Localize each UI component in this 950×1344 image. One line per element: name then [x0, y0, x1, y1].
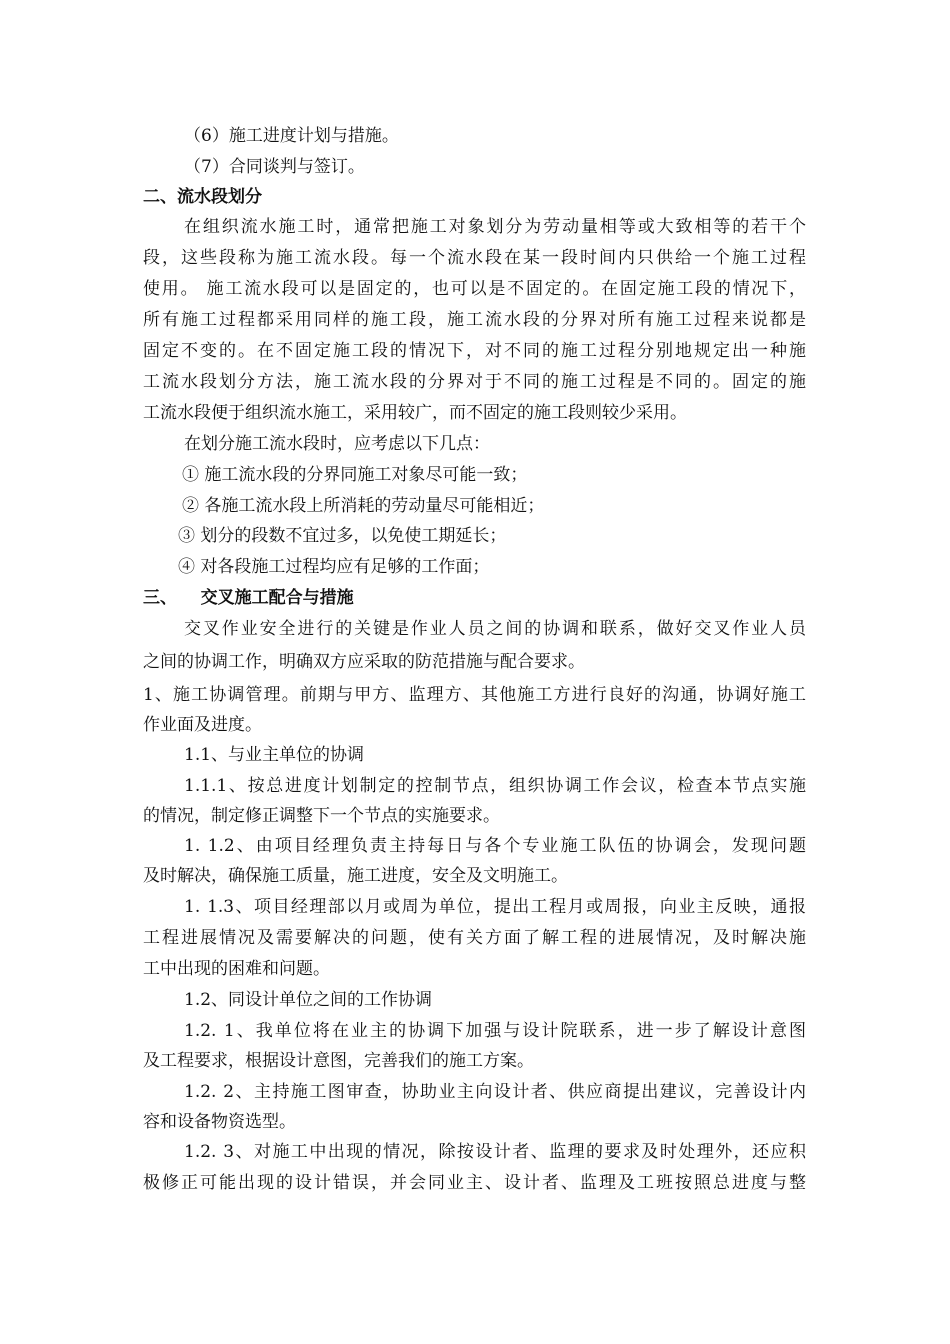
- text-line: 1、施工协调管理。前期与甲方、监理方、其他施工方进行良好的沟通，协调好施工: [143, 685, 806, 705]
- text-line: 1. 1.2、由项目经理负责主持每日与各个专业施工队伍的协调会，发现问题: [184, 836, 806, 856]
- text-line: 1.2. 3、对施工中出现的情况，除按设计者、监理的要求及时处理外，还应积: [184, 1142, 806, 1162]
- text-line: 交叉作业安全进行的关键是作业人员之间的协调和联系，做好交叉作业人员: [184, 619, 806, 639]
- text-line: 在组织流水施工时，通常把施工对象划分为劳动量相等或大致相等的若干个: [184, 217, 806, 237]
- list-item: ② 各施工流水段上所消耗的劳动量尽可能相近；: [182, 496, 545, 516]
- text-line: 段，这些段称为施工流水段。每一个流水段在某一段时间内只供给一个施工过程: [143, 248, 806, 268]
- list-item: ① 施工流水段的分界同施工对象尽可能一致；: [182, 465, 528, 485]
- text-line: 工流水段划分方法，施工流水段的分界对于不同的施工过程是不同的。固定的施: [143, 372, 806, 392]
- subsection-heading: 1.2、同设计单位之间的工作协调: [184, 990, 433, 1010]
- text-line: （6）施工进度计划与措施。: [184, 126, 399, 146]
- text-line: 1. 1.3、项目经理部以月或周为单位，提出工程月或周报，向业主反映，通报: [184, 897, 806, 917]
- text-line: 作业面及进度。: [143, 715, 262, 735]
- text-line: 容和设备物资选型。: [143, 1112, 296, 1132]
- section-heading: 二、流水段划分: [143, 187, 262, 207]
- text-line: 工程进展情况及需要解决的问题，使有关方面了解工程的进展情况，及时解决施: [143, 928, 806, 948]
- list-item: ③ 划分的段数不宜过多，以免使工期延长；: [178, 526, 507, 546]
- text-line: 工流水段便于组织流水施工，采用较广，而不固定的施工段则较少采用。: [143, 403, 687, 423]
- text-line: 使用。 施工流水段可以是固定的，也可以是不固定的。在固定施工段的情况下，: [143, 279, 806, 299]
- text-line: 所有施工过程都采用同样的施工段，施工流水段的分界对所有施工过程来说都是: [143, 310, 806, 330]
- text-line: （7）合同谈判与签订。: [184, 157, 365, 177]
- subsection-heading: 1.1、与业主单位的协调: [184, 745, 365, 765]
- list-item: ④ 对各段施工过程均应有足够的工作面；: [178, 557, 490, 577]
- text-line: 的情况，制定修正调整下一个节点的实施要求。: [143, 806, 500, 826]
- text-line: 极修正可能出现的设计错误，并会同业主、设计者、监理及工班按照总进度与整: [143, 1173, 806, 1193]
- text-line: 在划分施工流水段时，应考虑以下几点：: [184, 434, 490, 454]
- text-line: 之间的协调工作，明确双方应采取的防范措施与配合要求。: [143, 652, 585, 672]
- section-heading: 三、 交叉施工配合与措施: [143, 588, 354, 608]
- text-line: 及时解决，确保施工质量，施工进度，安全及文明施工。: [143, 866, 568, 886]
- text-line: 1.1.1、按总进度计划制定的控制节点，组织协调工作会议，检查本节点实施: [184, 776, 806, 796]
- text-line: 及工程要求，根据设计意图，完善我们的施工方案。: [143, 1051, 534, 1071]
- text-line: 1.2. 2、主持施工图审查，协助业主向设计者、供应商提出建议，完善设计内: [184, 1082, 806, 1102]
- text-line: 固定不变的。在不固定施工段的情况下，对不同的施工过程分别地规定出一种施: [143, 341, 806, 361]
- text-line: 工中出现的困难和问题。: [143, 959, 330, 979]
- text-line: 1.2. 1、我单位将在业主的协调下加强与设计院联系，进一步了解设计意图: [184, 1021, 806, 1041]
